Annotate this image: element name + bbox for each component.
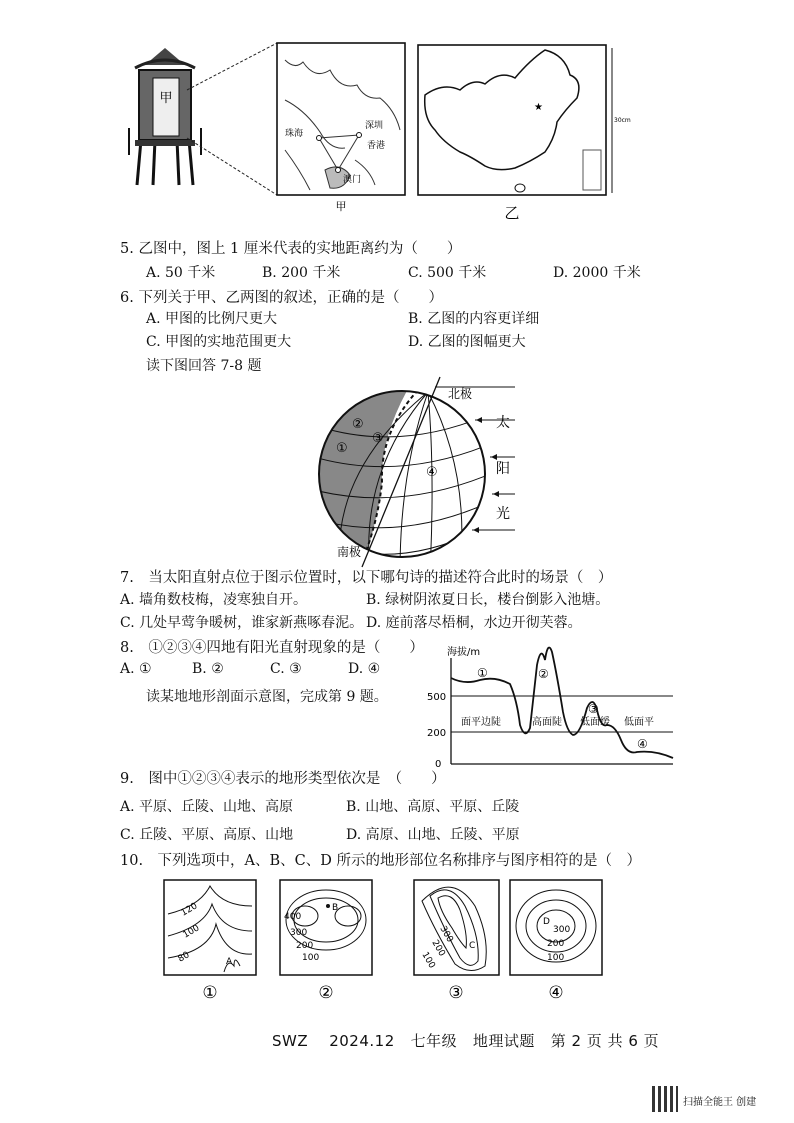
svg-text:200: 200 bbox=[547, 939, 565, 949]
profile-label-2: 高面陡 bbox=[532, 717, 562, 728]
svg-text:100: 100 bbox=[181, 923, 202, 941]
q8-option-d: D. ④ bbox=[348, 661, 381, 677]
map-yi bbox=[418, 45, 631, 222]
q9-option-a: A. 平原、丘陵、山地、高原 bbox=[120, 799, 294, 815]
svg-text:400: 400 bbox=[284, 912, 302, 922]
profile-tick-0: 0 bbox=[435, 759, 442, 770]
footer-date: 2024.12 bbox=[329, 1032, 395, 1050]
globe-marker-3: ③ bbox=[372, 431, 384, 446]
contour-map-4 bbox=[510, 880, 602, 1003]
profile-label-1: 面平边陡 bbox=[461, 717, 501, 728]
contour-map-3 bbox=[414, 880, 499, 1003]
svg-text:80: 80 bbox=[176, 950, 192, 965]
q8-option-a: A. ① bbox=[120, 661, 152, 677]
profile-marker-1: ① bbox=[477, 666, 488, 680]
q8-option-c: C. ③ bbox=[270, 661, 302, 677]
q7-option-b: B. 绿树阴浓夏日长，楼台倒影入池塘。 bbox=[366, 592, 610, 608]
profile-marker-2: ② bbox=[538, 667, 549, 681]
profile-tick-200: 200 bbox=[427, 728, 447, 739]
q5-option-c: C. 500 千米 bbox=[408, 265, 487, 281]
page-footer bbox=[272, 1030, 659, 1051]
top-figures bbox=[125, 40, 631, 222]
contour-caption-2: ② bbox=[318, 983, 334, 1003]
sunlight-char-3: 光 bbox=[496, 506, 510, 522]
place-macau: 澳门 bbox=[343, 175, 362, 185]
map-yi-caption: 乙 bbox=[504, 204, 520, 222]
scanner-watermark: 扫描全能王 创建 bbox=[683, 1097, 757, 1108]
svg-text:100: 100 bbox=[302, 953, 320, 963]
q9-option-c: C. 丘陵、平原、高原、山地 bbox=[120, 827, 294, 843]
label-south-pole: 南极 bbox=[337, 545, 362, 559]
contour-caption-4: ④ bbox=[548, 983, 564, 1003]
scale-label: 30cm bbox=[614, 117, 631, 124]
sunlight-char-1: 太 bbox=[496, 415, 510, 431]
svg-text:120: 120 bbox=[179, 901, 200, 919]
q5-option-a: A. 50 千米 bbox=[146, 265, 216, 281]
profile-tick-500: 500 bbox=[427, 692, 447, 703]
q6-option-a: A. 甲图的比例尺更大 bbox=[146, 311, 278, 327]
svg-text:300: 300 bbox=[553, 925, 571, 935]
place-zhuhai: 珠海 bbox=[285, 129, 304, 139]
svg-text:C: C bbox=[469, 941, 476, 951]
qr-code-icon bbox=[652, 1086, 678, 1112]
svg-text:A: A bbox=[226, 957, 233, 967]
svg-text:200: 200 bbox=[429, 938, 447, 959]
q8-stem: 8. ①②③④四地有阳光直射现象的是（ ） bbox=[120, 640, 424, 656]
profile-label-4: 低面平 bbox=[624, 717, 654, 728]
svg-text:100: 100 bbox=[547, 953, 565, 963]
footer-grade: 七年级 bbox=[410, 1032, 458, 1050]
q8-option-b: B. ② bbox=[192, 661, 224, 677]
q5-option-b: B. 200 千米 bbox=[262, 265, 341, 281]
profile-marker-4: ④ bbox=[637, 737, 648, 751]
q9-option-b: B. 山地、高原、平原、丘陵 bbox=[346, 799, 520, 815]
globe-marker-4: ④ bbox=[426, 465, 438, 480]
q9-option-d: D. 高原、山地、丘陵、平原 bbox=[346, 827, 520, 843]
pagoda-sign: 甲 bbox=[159, 91, 173, 106]
footer-code: SWZ bbox=[272, 1032, 309, 1050]
q10-stem: 10. 下列选项中，A、B、C、D 所示的地形部位名称排序与图序相符的是（ ） bbox=[120, 853, 642, 869]
q6-option-c: C. 甲图的实地范围更大 bbox=[146, 334, 292, 350]
place-shenzhen: 深圳 bbox=[365, 121, 384, 131]
q7-option-a: A. 墙角数枝梅，凌寒独自开。 bbox=[120, 592, 308, 608]
q9-stem: 9. 图中①②③④表示的地形类型依次是 （ ） bbox=[120, 771, 446, 787]
svg-text:B: B bbox=[332, 903, 339, 913]
place-hongkong: 香港 bbox=[367, 141, 386, 151]
globe-marker-2: ② bbox=[352, 417, 364, 432]
q7-stem: 7. 当太阳直射点位于图示位置时，以下哪句诗的描述符合此时的场景（ ） bbox=[120, 570, 613, 586]
q7-option-c: C. 几处早莺争暖树，谁家新燕啄春泥。 bbox=[120, 615, 364, 631]
svg-text:★: ★ bbox=[534, 102, 543, 113]
q7-option-d: D. 庭前落尽梧桐，水边开彻芙蓉。 bbox=[366, 615, 582, 631]
read-7-8: 读下图回答 7-8 题 bbox=[146, 358, 262, 374]
contour-caption-3: ③ bbox=[448, 983, 464, 1003]
profile-marker-3: ③ bbox=[588, 702, 599, 716]
read-9: 读某地地形剖面示意图，完成第 9 题。 bbox=[146, 689, 388, 705]
profile-label-3: 低面缓 bbox=[580, 717, 610, 728]
contour-maps bbox=[160, 876, 630, 1006]
sunlight-char-2: 阳 bbox=[496, 461, 510, 477]
svg-text:300: 300 bbox=[290, 928, 308, 938]
globe-marker-1: ① bbox=[336, 441, 348, 456]
contour-caption-1: ① bbox=[202, 983, 218, 1003]
q5-option-d: D. 2000 千米 bbox=[553, 265, 641, 281]
globe-figure bbox=[300, 372, 525, 567]
map-jia-caption: 甲 bbox=[335, 200, 347, 213]
contour-map-1 bbox=[164, 880, 256, 1003]
footer-subject: 地理试题 bbox=[472, 1032, 535, 1050]
footer-page: 第 2 页 共 6 页 bbox=[550, 1032, 660, 1050]
map-jia bbox=[277, 43, 405, 213]
profile-ylabel: 海拔/m bbox=[447, 647, 481, 658]
svg-text:100: 100 bbox=[419, 950, 437, 971]
q6-option-b: B. 乙图的内容更详细 bbox=[408, 311, 540, 327]
q6-option-d: D. 乙图的图幅更大 bbox=[408, 334, 526, 350]
contour-map-2 bbox=[280, 880, 372, 1003]
pagoda-figure bbox=[129, 48, 201, 185]
terrain-profile bbox=[425, 640, 675, 768]
svg-text:D: D bbox=[543, 917, 550, 927]
svg-text:200: 200 bbox=[296, 941, 314, 951]
q6-stem: 6. 下列关于甲、乙两图的叙述，正确的是（ ） bbox=[120, 290, 443, 306]
q5-stem: 5. 乙图中，图上 1 厘米代表的实地距离约为（ ） bbox=[120, 241, 462, 257]
label-north-pole: 北极 bbox=[448, 387, 473, 401]
svg-text:300: 300 bbox=[437, 924, 455, 945]
